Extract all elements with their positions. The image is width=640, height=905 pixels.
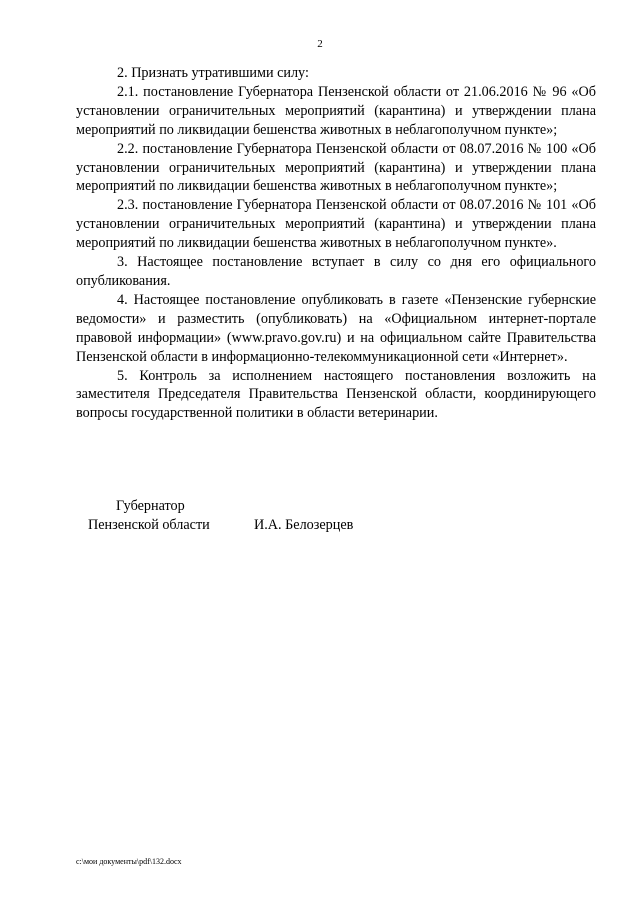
paragraph-2-1: 2.1. постановление Губернатора Пензенской области от 21.06.2016 № 96 «Об установлении ограничительных мероприятий (карантина) и утверждении плана мероприятий по ликвидации бешенства животных в неблагополучном пункте»;	[76, 83, 596, 138]
paragraph-2-2: 2.2. постановление Губернатора Пензенской области от 08.07.2016 № 100 «Об установлении ограничительных мероприятий (карантина) и утверждении плана мероприятий по ликвидации бешенства животных в неблагополучном пункте»;	[76, 140, 596, 195]
page-number: 2	[317, 38, 323, 50]
footer-file-path: c:\мои документы\pdf\132.docx	[76, 857, 182, 866]
paragraph-2: 2. Признать утратившими силу:	[117, 65, 309, 81]
signatory-title-line1: Губернатор	[116, 498, 185, 514]
signatory-title-line2: Пензенской области	[88, 517, 210, 533]
document-body	[76, 64, 596, 423]
signatory-name: И.А. Белозерцев	[254, 517, 354, 533]
paragraph-4: 4. Настоящее постановление опубликовать в газете «Пензенские губернские ведомости» и разместить (опубликовать) на «Официальном интернет-портале правовой информации» (www.pravo.gov.ru) и на официальном сайте Правительства Пензенской области в информационно-телекоммуникационной сети «Интернет».	[76, 291, 596, 365]
paragraph-2-3: 2.3. постановление Губернатора Пензенской области от 08.07.2016 № 101 «Об установлении ограничительных мероприятий (карантина) и утверждении плана мероприятий по ликвидации бешенства животных в неблагополучном пункте».	[76, 197, 596, 252]
paragraph-3: 3. Настоящее постановление вступает в силу со дня его официального опубликования.	[76, 254, 596, 289]
paragraph-5: 5. Контроль за исполнением настоящего постановления возложить на заместителя Председателя Правительства Пензенской области, координирующего вопросы государственной политики в области ветеринарии.	[76, 367, 596, 422]
